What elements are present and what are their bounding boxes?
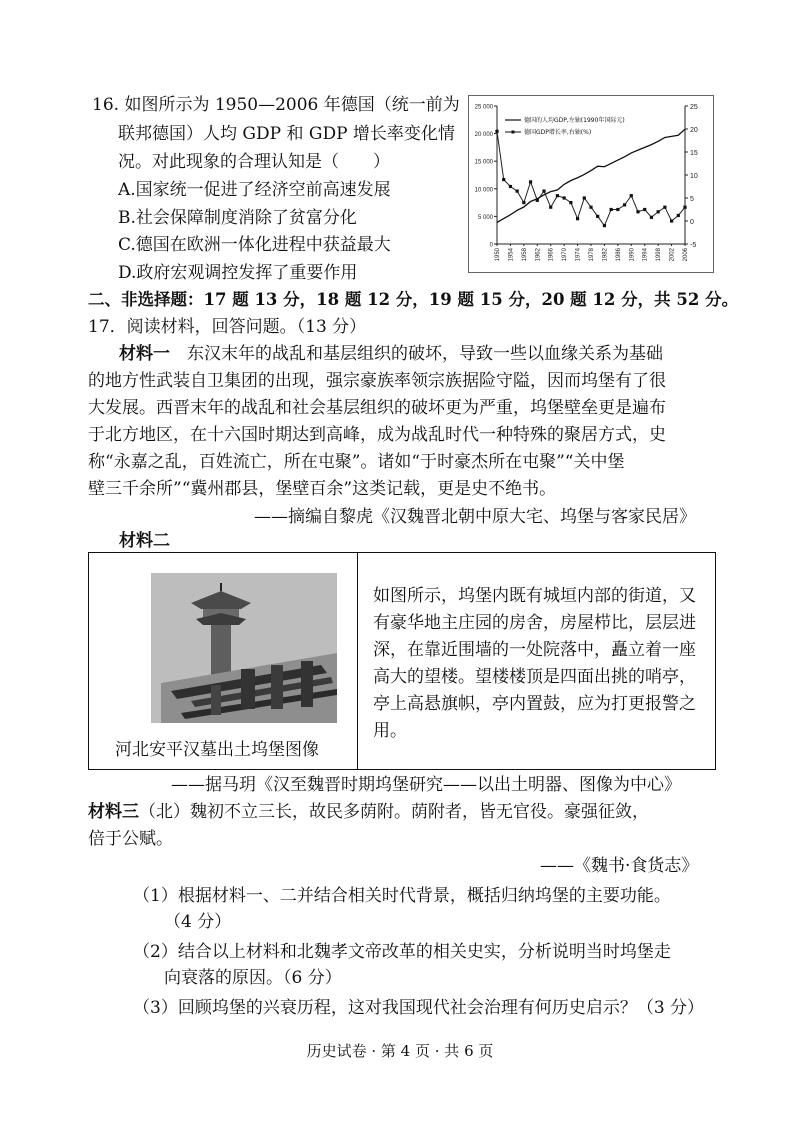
q17-sub-2-line-1: （2）结合以上材料和北魏孝文帝改革的相关史实，分析说明当时坞堡走 (133, 942, 671, 962)
section-2-title: 二、非选择题：17 题 13 分，18 题 12 分，19 题 15 分，20 题 12 分，共 52 分。 (88, 290, 739, 309)
x-tick-label: 1954 (508, 248, 515, 262)
gdp-growth-point (610, 208, 613, 211)
gdp-growth-point (522, 201, 525, 204)
x-tick-label: 1950 (495, 248, 501, 262)
material-3-source: ——《魏书·食货志》 (540, 856, 699, 876)
gdp-growth-point (495, 130, 498, 133)
x-tick-label: 2002 (669, 248, 676, 262)
x-tick-label: 1978 (589, 248, 595, 262)
material-2-text-line-1: 如图所示，坞堡内既有城垣内部的街道，又 (373, 586, 696, 606)
page-footer: 历史试卷 · 第 4 页 · 共 6 页 (306, 1042, 494, 1060)
gdp-chart-svg (469, 96, 713, 272)
gdp-growth-point (556, 194, 559, 197)
material-3-label: 材料三 (88, 802, 139, 822)
wubao-image-caption: 河北安平汉墓出土坞堡图像 (115, 740, 319, 760)
x-tick-label: 1998 (656, 248, 663, 262)
q16-stem-line-3: 况。对此现象的合理认知是（ ） (118, 152, 390, 172)
gdp-growth-point (589, 206, 592, 209)
left-tick-label: 25 000 (474, 104, 493, 111)
left-tick-label: 5 000 (477, 214, 493, 221)
gdp-growth-point (603, 224, 606, 227)
legend-label-gdp: 德国的人均GDP,左轴(1990年国际元) (524, 117, 625, 124)
gdp-growth-point (563, 196, 566, 199)
material-2-text-line-3: 深，在靠近围墙的一处院落中，矗立着一座 (373, 640, 696, 660)
q17-sub-3-line-1: （3）回顾坞堡的兴衰历程，这对我国现代社会治理有何历史启示？（3 分） (133, 998, 705, 1018)
right-tick-label: 15 (690, 150, 698, 157)
material-2-source: ——据马玥《汉至魏晋时期坞堡研究——以出土明器、图像为中心》 (171, 775, 681, 795)
x-tick-label: 1970 (562, 248, 569, 262)
left-tick-label: 15 000 (474, 159, 493, 166)
material-2-text-line-2: 有豪华地主庄园的房舍，房屋栉比，层层进 (373, 613, 696, 633)
gdp-growth-point (683, 206, 686, 209)
right-tick-label: 0 (690, 219, 694, 226)
material-3-line-1: （北）魏初不立三长，故民多荫附。荫附者，皆无官役。豪强征敛， (139, 802, 649, 822)
q16-option-b[interactable]: B.社会保障制度消除了贫富分化 (118, 208, 357, 228)
gdp-growth-point (623, 203, 626, 206)
material-1-line-6: 壁三千余所”“冀州郡县，堡壁百余”这类记载，更是史不绝书。 (88, 479, 557, 499)
gdp-growth-point (596, 215, 599, 218)
gdp-growth-point (536, 199, 539, 202)
gdp-growth-point (583, 196, 586, 199)
material-1-line-5: 称“永嘉之乱，百姓流亡，所在屯聚”。诸如“于时豪杰所在屯聚”“关中堡 (88, 452, 625, 472)
x-tick-label: 1974 (575, 248, 582, 262)
q16-option-a[interactable]: A.国家统一促进了经济空前高速发展 (118, 180, 391, 200)
gdp-growth-point (650, 216, 653, 219)
q17-sub-1-line-1: （1）根据材料一、二并结合相关时代背景，概括归纳坞堡的主要功能。 (133, 886, 671, 906)
q16-stem-line-2: 联邦德国）人均 GDP 和 GDP 增长率变化情 (118, 124, 455, 144)
material-1-source: ——摘编自黎虎《汉魏晋北朝中原大宅、坞堡与客家民居》 (254, 507, 696, 527)
gdp-growth-point (630, 194, 633, 197)
material-1-line-1: 东汉末年的战乱和基层组织的破坏，导致一些以血缘关系为基础 (170, 344, 663, 364)
left-tick-label: 0 (489, 242, 493, 249)
gdp-growth-point (569, 201, 572, 204)
material-1-label: 材料一 (119, 344, 170, 364)
legend-label-growth: 德国GDP增长率,右轴(%) (524, 129, 592, 136)
x-tick-label: 1966 (548, 248, 555, 262)
right-tick-label: 25 (690, 104, 698, 111)
material-3-line-2: 倍于公赋。 (88, 829, 173, 849)
gdp-growth-point (502, 178, 505, 181)
q17-intro: 17．阅读材料，回答问题。（13 分） (88, 317, 367, 337)
material-2-label: 材料二 (119, 531, 170, 551)
material-2-text-line-4: 高大的望楼。望楼楼顶是四面出挑的哨亭， (373, 667, 696, 687)
gdp-growth-point (636, 210, 639, 213)
gdp-growth-point (677, 214, 680, 217)
gdp-growth-point (509, 185, 512, 188)
gdp-growth-point (576, 217, 579, 220)
wubao-image (151, 573, 337, 723)
material-2-table (88, 552, 716, 770)
gdp-growth-point (516, 190, 519, 193)
q16-option-c[interactable]: C.德国在欧洲一体化进程中获益最大 (118, 235, 391, 255)
q17-sub-2-line-2: 向衰落的原因。（6 分） (164, 968, 342, 988)
gdp-growth-point (663, 206, 666, 209)
right-tick-label: 5 (690, 196, 694, 203)
material-2-text-line-5: 亭上高悬旗帜，亭内置鼓，应为打更报警之 (373, 694, 696, 714)
x-tick-label: 1982 (602, 248, 609, 262)
x-tick-label: 1986 (615, 248, 622, 262)
gdp-growth-point (670, 219, 673, 222)
right-tick-label: -5 (690, 242, 697, 249)
gdp-growth-point (643, 208, 646, 211)
x-tick-label: 1990 (629, 248, 636, 262)
gdp-growth-point (549, 206, 552, 209)
gdp-chart (468, 95, 714, 273)
x-tick-label: 1958 (521, 248, 528, 262)
right-tick-label: 10 (690, 173, 698, 180)
left-tick-label: 10 000 (474, 187, 493, 194)
q17-sub-1-line-2: （4 分） (164, 912, 232, 932)
material-2-image-cell (89, 553, 358, 769)
material-1-line-3: 大发展。西晋末年的战乱和社会基层组织的破坏更为严重，坞堡壁垒更是遍布 (88, 398, 666, 418)
x-tick-label: 1994 (642, 248, 649, 262)
material-2-text-line-6: 用。 (373, 721, 407, 741)
right-tick-label: 20 (690, 127, 698, 134)
material-2-text-cell (359, 553, 715, 769)
gdp-growth-point (529, 180, 532, 183)
gdp-growth-point (542, 190, 545, 193)
q16-option-d[interactable]: D.政府宏观调控发挥了重要作用 (118, 263, 358, 283)
material-1-line-4: 于北方地区，在十六国时期达到高峰，成为战乱时代一种特殊的聚居方式，史 (88, 425, 666, 445)
gdp-growth-point (657, 210, 660, 213)
x-tick-label: 1962 (535, 248, 542, 262)
material-1-line-2: 的地方性武装自卫集团的出现，强宗豪族率领宗族据险守隘，因而坞堡有了很 (88, 371, 666, 391)
legend-marker-growth (512, 131, 515, 134)
q16-stem-line-1: 16. 如图所示为 1950—2006 年德国（统一前为 (92, 95, 460, 115)
gdp-growth-point (616, 208, 619, 211)
left-tick-label: 20 000 (474, 132, 493, 139)
x-tick-label: 2006 (683, 248, 689, 262)
